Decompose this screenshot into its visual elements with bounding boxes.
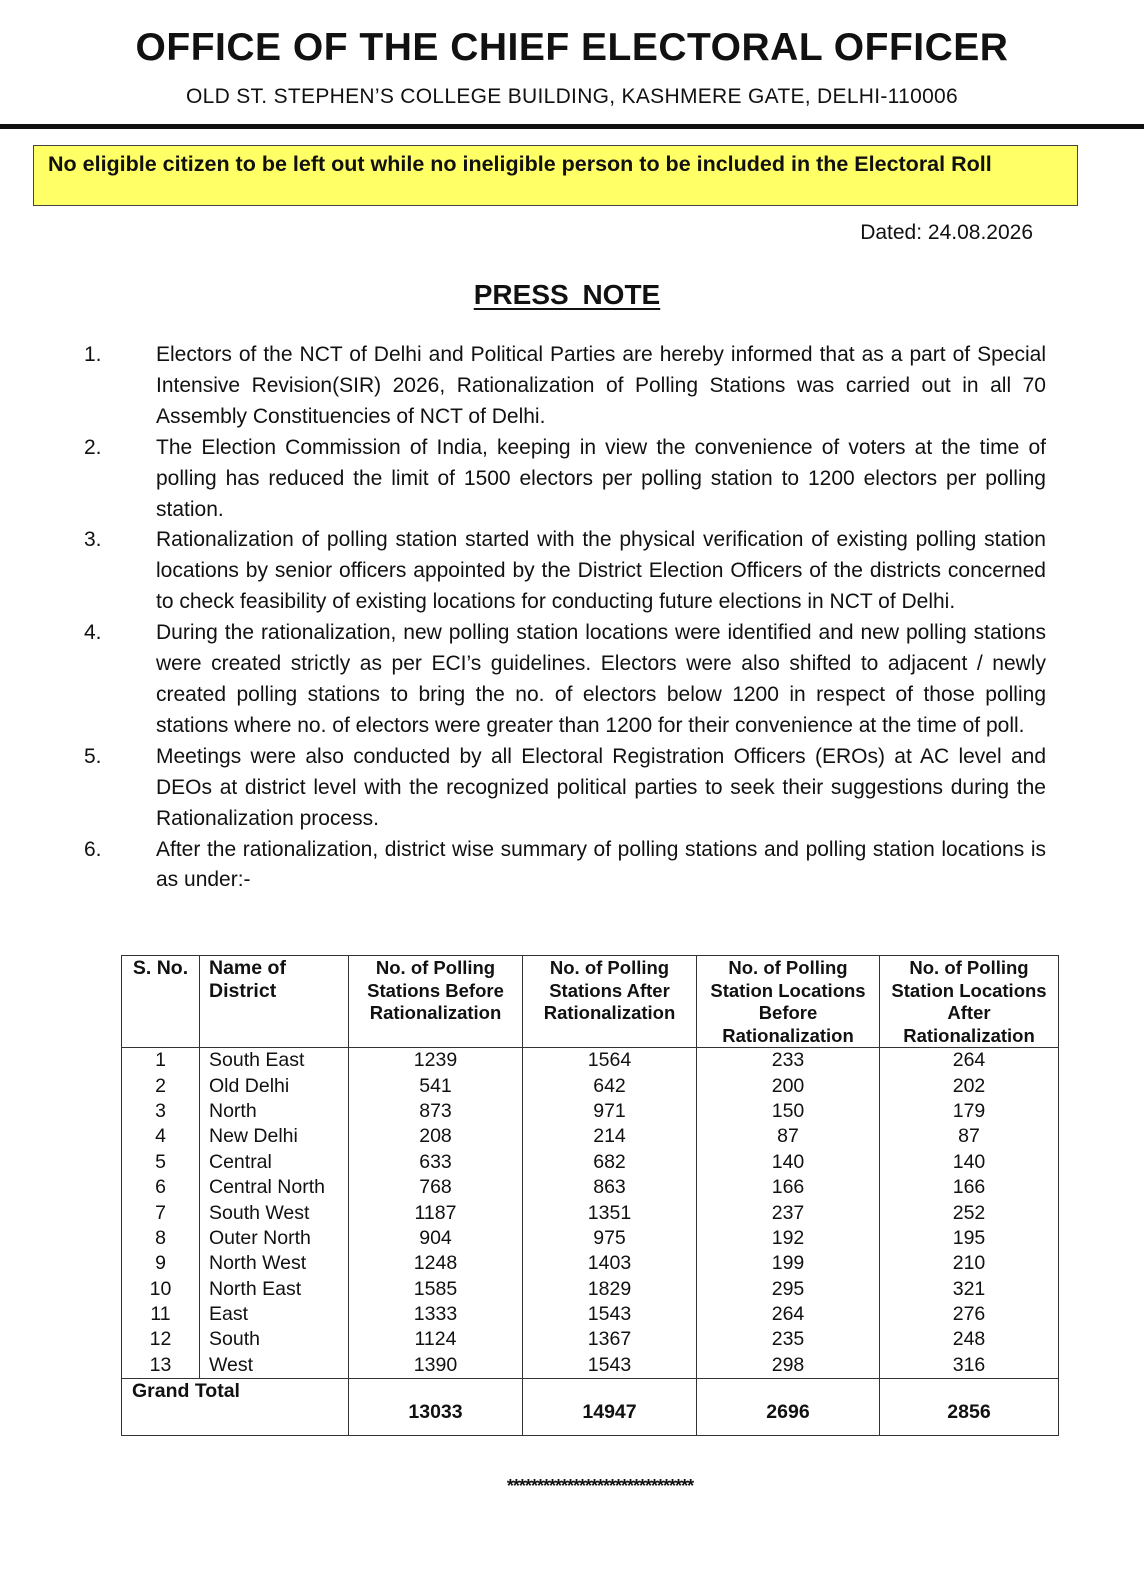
cell-ps-after: 863 [523, 1175, 697, 1200]
cell-ps-after: 1543 [523, 1302, 697, 1327]
cell-sno: 10 [122, 1277, 200, 1302]
point-number: 3. [84, 528, 102, 552]
point-4 [0, 618, 1144, 742]
cell-loc-after: 195 [880, 1226, 1059, 1251]
table-row [122, 1175, 1059, 1200]
district-summary-table [121, 955, 1059, 1436]
end-separator: ******************************* [506, 1476, 694, 1496]
grand-total-label: Grand Total [122, 1379, 349, 1436]
cell-loc-before: 192 [697, 1226, 880, 1251]
cell-loc-after: 316 [880, 1353, 1059, 1379]
cell-sno: 4 [122, 1124, 200, 1149]
cell-ps-before: 1239 [349, 1048, 523, 1074]
header-divider [0, 124, 1144, 129]
cell-district: East [200, 1302, 349, 1327]
cell-district: South East [200, 1048, 349, 1074]
table-row [122, 1073, 1059, 1098]
cell-ps-before: 1187 [349, 1200, 523, 1225]
point-text: Rationalization of polling station started with the physical verification of existing polling station locations by senior officers appointed by the District Election Officers of the districts concerned to check feasibility of existing locations for conducting future elections in NCT of Delhi. [156, 528, 1046, 614]
cell-loc-before: 166 [697, 1175, 880, 1200]
point-text: The Election Commission of India, keeping in view the convenience of voters at the time of polling has reduced the limit of 1500 electors per polling station to 1200 electors per polling station. [156, 435, 1046, 521]
header-ps-before: No. of Polling Stations Before Rationalization [349, 956, 523, 1048]
cell-ps-before: 1390 [349, 1353, 523, 1379]
cell-loc-before: 87 [697, 1124, 880, 1149]
table-row [122, 1327, 1059, 1352]
table-row [122, 1124, 1059, 1149]
table-row [122, 1353, 1059, 1379]
cell-loc-before: 200 [697, 1073, 880, 1098]
table-row [122, 1048, 1059, 1074]
cell-sno: 11 [122, 1302, 200, 1327]
cell-loc-after: 248 [880, 1327, 1059, 1352]
table-row [122, 1302, 1059, 1327]
cell-loc-before: 150 [697, 1099, 880, 1124]
cell-ps-before: 904 [349, 1226, 523, 1251]
table-row [122, 1251, 1059, 1276]
header-loc-before: No. of Polling Station Locations Before Rationalization [697, 956, 880, 1048]
table-row [122, 1150, 1059, 1175]
point-1 [0, 340, 1144, 433]
cell-loc-before: 233 [697, 1048, 880, 1074]
cell-district: West [200, 1353, 349, 1379]
cell-district: Outer North [200, 1226, 349, 1251]
cell-district: Central [200, 1150, 349, 1175]
cell-ps-before: 541 [349, 1073, 523, 1098]
cell-loc-before: 237 [697, 1200, 880, 1225]
cell-sno: 9 [122, 1251, 200, 1276]
date-line: Dated: 24.08.2026 [860, 221, 1033, 244]
point-number: 1. [84, 343, 102, 366]
cell-ps-after: 1351 [523, 1200, 697, 1225]
cell-loc-before: 140 [697, 1150, 880, 1175]
point-number: 2. [84, 435, 102, 459]
cell-loc-after: 166 [880, 1175, 1059, 1200]
cell-district: North West [200, 1251, 349, 1276]
cell-ps-before: 768 [349, 1175, 523, 1200]
point-text: During the rationalization, new polling station locations were identified and new polling stations were created strictly as per ECI’s guidelines. Electors were also shifted to adjacent / newly created polling stations to bring the no. of electors below 1200 in respect of those polling stations where no. of electors were greater than 1200 for their convenience at the time of poll. [156, 621, 1046, 737]
table-row [122, 1200, 1059, 1225]
cell-loc-after: 179 [880, 1099, 1059, 1124]
table-header-row [122, 956, 1059, 1048]
motto-banner: No eligible citizen to be left out while no ineligible person to be included in the Electoral Roll [33, 145, 1078, 206]
cell-ps-after: 1543 [523, 1353, 697, 1379]
point-number: 6. [84, 837, 102, 861]
cell-ps-after: 214 [523, 1124, 697, 1149]
cell-loc-after: 87 [880, 1124, 1059, 1149]
cell-ps-before: 1585 [349, 1277, 523, 1302]
cell-ps-after: 1564 [523, 1048, 697, 1074]
cell-district: North [200, 1099, 349, 1124]
total-ps-after: 14947 [523, 1379, 697, 1436]
cell-district: North East [200, 1277, 349, 1302]
cell-ps-after: 1403 [523, 1251, 697, 1276]
cell-loc-before: 295 [697, 1277, 880, 1302]
cell-ps-before: 1333 [349, 1302, 523, 1327]
office-address: OLD ST. STEPHEN’S COLLEGE BUILDING, KASHMERE GATE, DELHI-110006 [185, 85, 959, 108]
grand-total-row [122, 1379, 1059, 1436]
cell-sno: 5 [122, 1150, 200, 1175]
cell-ps-before: 633 [349, 1150, 523, 1175]
cell-loc-after: 276 [880, 1302, 1059, 1327]
cell-loc-after: 252 [880, 1200, 1059, 1225]
cell-sno: 12 [122, 1327, 200, 1352]
cell-ps-after: 1829 [523, 1277, 697, 1302]
cell-sno: 7 [122, 1200, 200, 1225]
cell-sno: 3 [122, 1099, 200, 1124]
point-text: After the rationalization, district wise summary of polling stations and polling station locations is as under:- [156, 837, 1046, 892]
cell-ps-before: 1124 [349, 1327, 523, 1352]
point-2 [0, 433, 1144, 526]
header-loc-after: No. of Polling Station Locations After Rationalization [880, 956, 1059, 1048]
cell-loc-after: 264 [880, 1048, 1059, 1074]
table-row [122, 1099, 1059, 1124]
cell-ps-before: 873 [349, 1099, 523, 1124]
point-number: 4. [84, 621, 102, 645]
cell-sno: 13 [122, 1353, 200, 1379]
cell-ps-before: 208 [349, 1124, 523, 1149]
total-ps-before: 13033 [349, 1379, 523, 1436]
point-5 [0, 742, 1144, 835]
cell-sno: 8 [122, 1226, 200, 1251]
point-text: Electors of the NCT of Delhi and Political Parties are hereby informed that as a part of Special Intensive Revision(SIR) 2026, Rationalization of Polling Stations was carried out in all 70 Assembly Constituencies of NCT of Delhi. [156, 343, 1046, 428]
cell-loc-before: 264 [697, 1302, 880, 1327]
cell-district: Central North [200, 1175, 349, 1200]
press-note-heading: PRESS NOTE [473, 279, 661, 310]
cell-ps-after: 682 [523, 1150, 697, 1175]
point-3 [0, 525, 1144, 618]
total-loc-after: 2856 [880, 1379, 1059, 1436]
cell-sno: 6 [122, 1175, 200, 1200]
cell-district: South [200, 1327, 349, 1352]
header-sno: S. No. [122, 956, 200, 1048]
cell-sno: 1 [122, 1048, 200, 1074]
cell-loc-before: 235 [697, 1327, 880, 1352]
cell-loc-after: 202 [880, 1073, 1059, 1098]
cell-loc-after: 210 [880, 1251, 1059, 1276]
cell-ps-after: 971 [523, 1099, 697, 1124]
total-loc-before: 2696 [697, 1379, 880, 1436]
cell-loc-after: 140 [880, 1150, 1059, 1175]
cell-district: South West [200, 1200, 349, 1225]
point-text: Meetings were also conducted by all Electoral Registration Officers (EROs) at AC level and DEOs at district level with the recognized political parties to seek their suggestions during the Rationalization process. [156, 744, 1046, 830]
cell-ps-before: 1248 [349, 1251, 523, 1276]
cell-ps-after: 1367 [523, 1327, 697, 1352]
header-ps-after: No. of Polling Stations After Rationalization [523, 956, 697, 1048]
table-row [122, 1277, 1059, 1302]
office-title: OFFICE OF THE CHIEF ELECTORAL OFFICER [135, 26, 1009, 69]
point-6 [0, 835, 1144, 897]
cell-district: Old Delhi [200, 1073, 349, 1098]
cell-ps-after: 975 [523, 1226, 697, 1251]
numbered-points [0, 340, 1144, 896]
cell-loc-before: 199 [697, 1251, 880, 1276]
point-number: 5. [84, 744, 102, 768]
cell-loc-after: 321 [880, 1277, 1059, 1302]
cell-district: New Delhi [200, 1124, 349, 1149]
cell-sno: 2 [122, 1073, 200, 1098]
table-row [122, 1226, 1059, 1251]
cell-loc-before: 298 [697, 1353, 880, 1379]
cell-ps-after: 642 [523, 1073, 697, 1098]
header-district: Name of District [200, 956, 349, 1048]
